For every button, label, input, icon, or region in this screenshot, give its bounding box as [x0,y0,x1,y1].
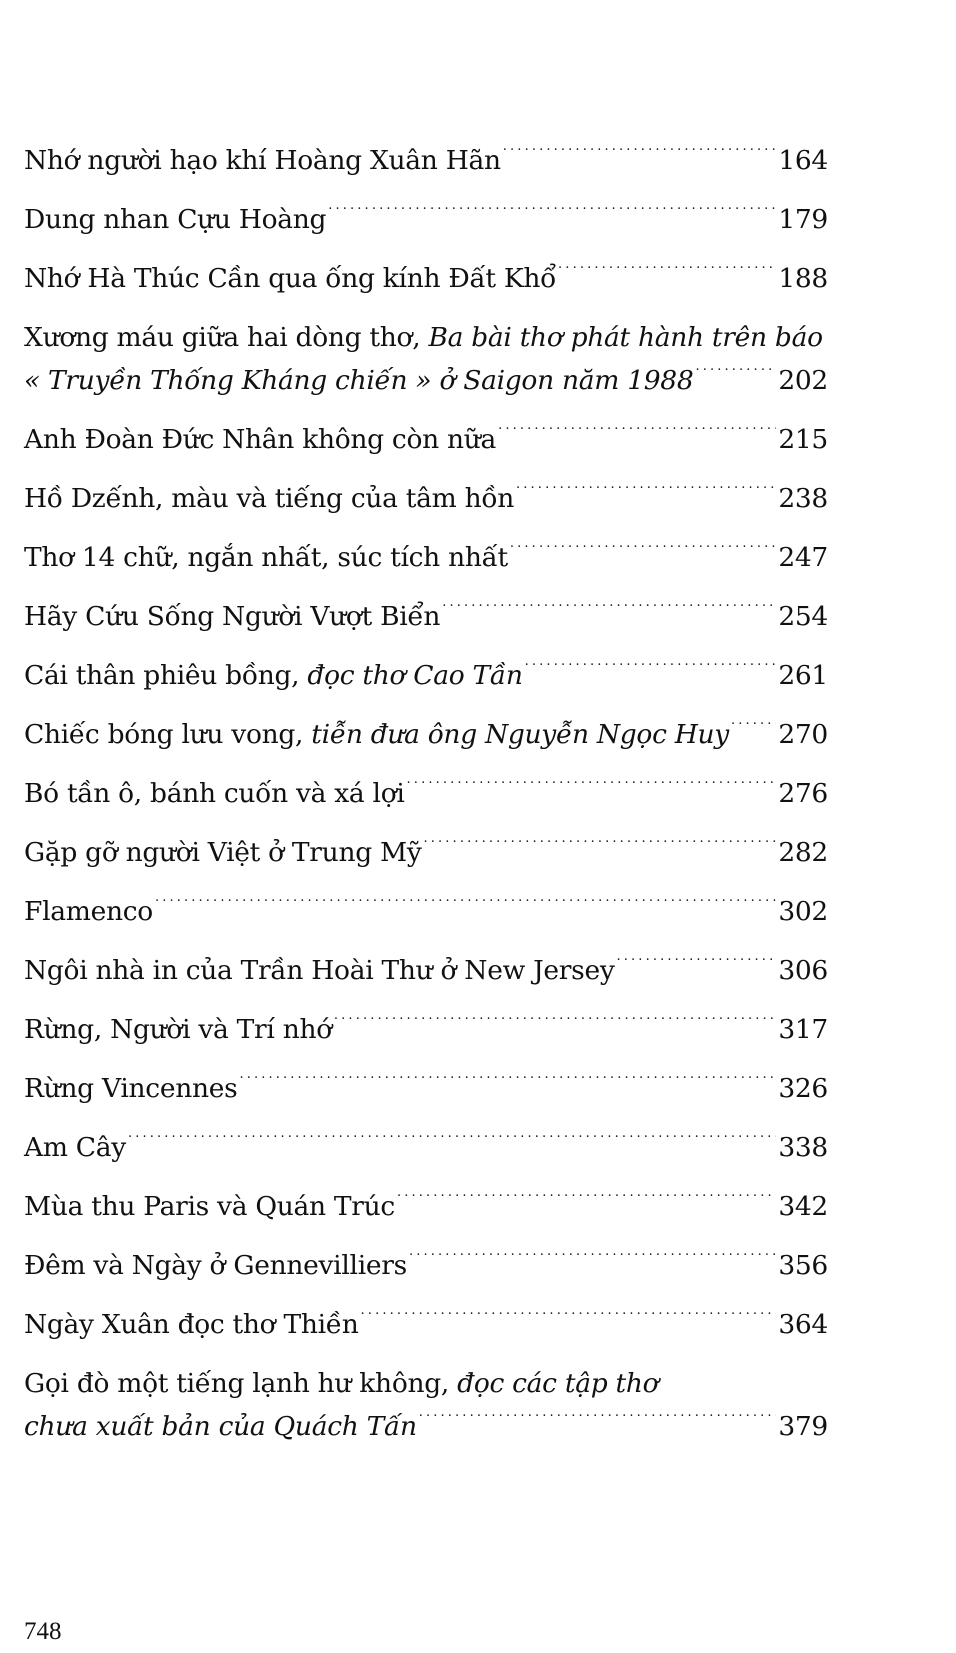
toc-entry[interactable] [24,198,828,241]
dot-leader [424,835,777,862]
toc-page-number: 164 [778,145,828,176]
toc-entry[interactable] [24,772,828,815]
toc-page-number: 356 [778,1250,828,1281]
toc-title-text: Đêm và Ngày ở Gennevilliers [24,1250,407,1281]
toc-title-text: Dung nhan Cựu Hoàng [24,204,327,235]
dot-leader [397,1189,776,1216]
toc-entry-title [24,536,508,579]
toc-page-number: 202 [778,365,828,396]
toc-entry[interactable] [24,1126,828,1169]
toc-entry[interactable] [24,654,828,697]
toc-entry-title [24,257,556,300]
dot-leader [510,540,776,567]
dot-leader [525,658,777,685]
toc-page-number: 282 [778,837,828,868]
table-of-contents [24,139,828,1464]
toc-page-number: 276 [778,778,828,809]
toc-page-number: 254 [778,601,828,632]
toc-entry[interactable] [24,257,828,300]
toc-subtitle-continuation: chưa xuất bản của Quách Tấn [24,1411,417,1442]
toc-entry-title [24,1362,658,1405]
toc-page-number: 326 [778,1073,828,1104]
toc-entry-title [24,831,422,874]
toc-title-text: Am Cây [24,1132,126,1163]
toc-entry[interactable] [24,1244,828,1287]
toc-entry-title [24,418,496,461]
dot-leader [503,143,777,170]
page-number-footer: 748 [24,1618,62,1645]
toc-title-text: Hãy Cứu Sống Người Vượt Biển [24,601,441,632]
toc-entry-title [24,1185,395,1228]
toc-entry[interactable] [24,1185,828,1228]
toc-entry-title [24,1067,237,1110]
toc-page-number: 270 [778,719,828,750]
dot-leader [695,363,776,390]
dot-leader [328,202,776,229]
dot-leader [334,1012,776,1039]
toc-page-number: 188 [778,263,828,294]
toc-entry-title [24,1008,332,1051]
toc-title-text: Hồ Dzếnh, màu và tiếng của tâm hồn [24,483,515,514]
toc-entry-title [24,949,615,992]
toc-title-text: Anh Đoàn Đức Nhân không còn nữa [24,424,497,455]
toc-page-number: 364 [778,1309,828,1340]
toc-subtitle-text: đọc thơ Cao Tần [307,660,523,691]
toc-title-text: Thơ 14 chữ, ngắn nhất, súc tích nhất [24,542,508,573]
toc-entry-title [24,198,326,241]
dot-leader [239,1071,776,1098]
toc-title-text: Rừng, Người và Trí nhớ [24,1014,332,1045]
toc-page-number: 342 [778,1191,828,1222]
toc-entry[interactable] [24,316,828,402]
toc-page-number: 317 [778,1014,828,1045]
dot-leader [498,422,776,449]
dot-leader [128,1130,776,1157]
toc-entry[interactable] [24,1303,828,1346]
toc-page-number: 302 [778,896,828,927]
toc-entry-title [24,316,823,359]
toc-subtitle-text: tiễn đưa ông Nguyễn Ngọc Huy [311,719,729,750]
toc-entry[interactable] [24,477,828,520]
toc-page-number: 247 [778,542,828,573]
toc-entry[interactable] [24,713,828,756]
toc-title-text: Gọi đò một tiếng lạnh hư không, [24,1368,458,1399]
toc-title-text: Cái thân phiêu bồng, [24,660,308,691]
toc-title-text: Ngày Xuân đọc thơ Thiền [24,1309,359,1340]
toc-title-text: Flamenco [24,896,153,927]
toc-title-text: Chiếc bóng lưu vong, [24,719,312,750]
toc-title-text: Mùa thu Paris và Quán Trúc [24,1191,395,1222]
toc-entry-title [24,1244,407,1287]
toc-entry-title [24,139,501,182]
dot-leader [558,261,776,288]
toc-entry-title [24,713,729,756]
toc-title-text: Ngôi nhà in của Trần Hoài Thư ở New Jersey [24,955,615,986]
dot-leader [407,776,777,803]
toc-page-number: 215 [778,424,828,455]
toc-entry[interactable] [24,890,828,933]
toc-entry-title [24,654,523,697]
dot-leader [731,717,776,744]
toc-page-number: 261 [778,660,828,691]
dot-leader [155,894,776,921]
toc-title-text: Gặp gỡ người Việt ở Trung Mỹ [24,837,422,868]
dot-leader [516,481,776,508]
toc-entry[interactable] [24,536,828,579]
toc-title-text: Xương máu giữa hai dòng thơ, [24,322,429,353]
toc-entry[interactable] [24,418,828,461]
dot-leader [409,1248,776,1275]
toc-entry-title [24,1303,359,1346]
toc-page-number: 238 [778,483,828,514]
dot-leader [361,1307,777,1334]
toc-page-number: 338 [778,1132,828,1163]
toc-page-number: 306 [778,955,828,986]
toc-entry-title [24,477,514,520]
toc-subtitle-text: Ba bài thơ phát hành trên báo [428,322,823,353]
toc-entry-title [24,1126,126,1169]
toc-page-number: 179 [778,204,828,235]
toc-entry-title [24,772,405,815]
dot-leader [442,599,776,626]
toc-entry[interactable] [24,139,828,182]
toc-entry[interactable] [24,1362,828,1448]
toc-entry-title [24,890,153,933]
toc-entry[interactable] [24,949,828,992]
toc-subtitle-text: đọc các tập thơ [457,1368,659,1399]
dot-leader [419,1409,777,1436]
toc-entry[interactable] [24,595,828,638]
toc-title-text: Rừng Vincennes [24,1073,238,1104]
toc-entry[interactable] [24,1008,828,1051]
toc-entry[interactable] [24,831,828,874]
dot-leader [617,953,777,980]
toc-entry-title [24,595,440,638]
toc-title-text: Nhớ Hà Thúc Cần qua ống kính Đất Khổ [24,263,557,294]
toc-title-text: Nhớ người hạo khí Hoàng Xuân Hãn [24,145,501,176]
toc-page-number: 379 [778,1411,828,1442]
toc-title-text: Bó tần ô, bánh cuốn và xá lợi [24,778,405,809]
toc-subtitle-continuation: « Truyền Thống Kháng chiến » ở Saigon năm 1988 [24,365,694,396]
toc-entry[interactable] [24,1067,828,1110]
